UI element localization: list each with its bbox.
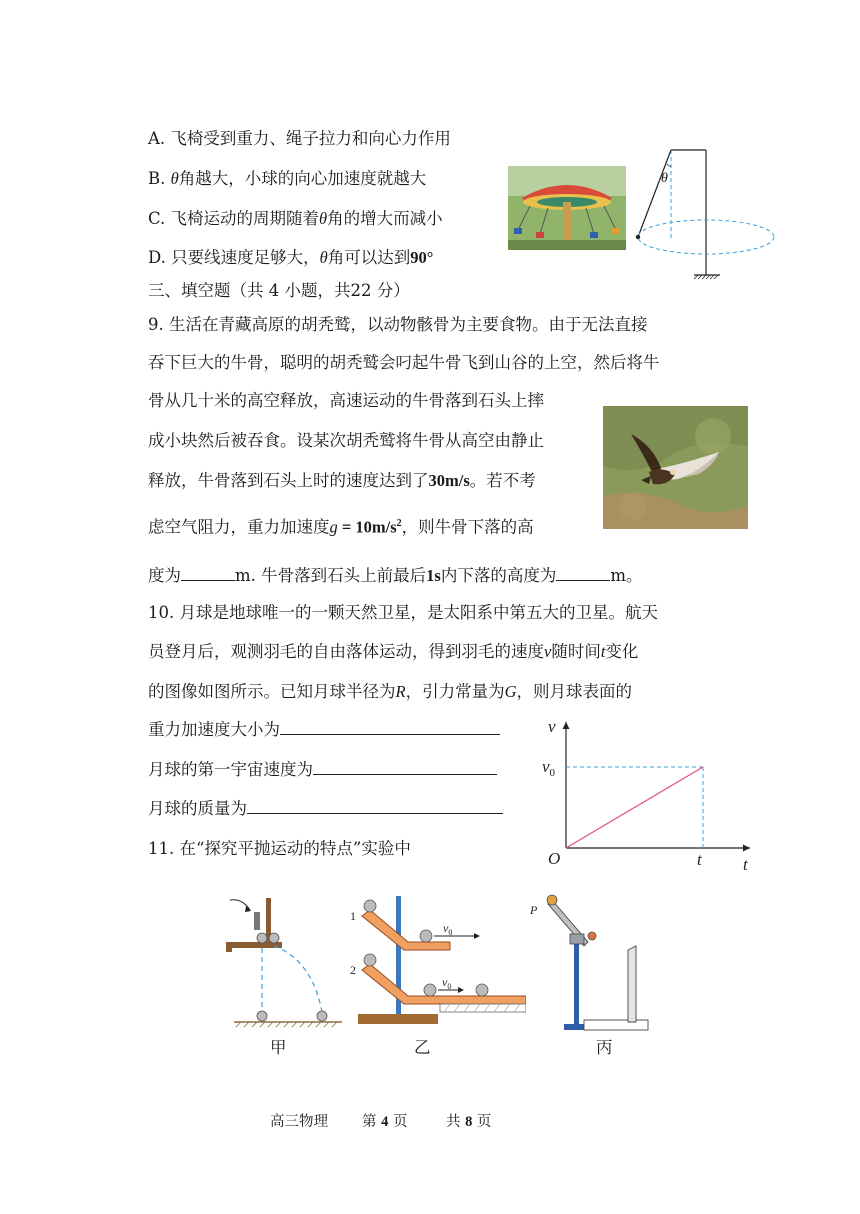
v0-label-1: $v_0$: [443, 921, 453, 937]
vulture-photo: [603, 406, 748, 529]
projectile-path: [274, 946, 322, 1012]
footer-page: 第 4 页: [362, 1114, 408, 1130]
swing-ride-illustration: [508, 166, 626, 250]
v0-label-2: $v_0$: [442, 975, 452, 991]
swing-ride-photo: [508, 166, 626, 250]
answer-blank-height[interactable]: [181, 566, 235, 581]
option-d: D. 只要线速度足够大，θ角可以达到90°: [148, 248, 434, 267]
option-a: A. 飞椅受到重力、绳子拉力和向心力作用: [148, 129, 451, 148]
section-heading: 三、填空题（共 4 小题，共22 分）: [148, 281, 410, 300]
apparatus-jia: [222, 890, 347, 1035]
velocity-line: [566, 767, 703, 848]
q9-line-3: 骨从几十米的高空释放，高速运动的牛骨落到石头上摔: [148, 391, 544, 410]
clamp: [570, 934, 584, 944]
board-base: [584, 1020, 648, 1030]
angle-arc: [667, 164, 671, 166]
apparatus-yi: [350, 890, 526, 1030]
ground-hatching: [694, 275, 718, 279]
conical-pendulum-diagram: [634, 140, 784, 285]
q9-line-2: 吞下巨大的牛骨，聪明的胡秃鹫会叼起牛骨飞到山谷的上空，然后将牛: [148, 353, 660, 372]
theta-label: θ: [661, 171, 668, 186]
option-b: B. θ角越大，小球的向心加速度就越大: [148, 169, 427, 188]
track-2-number: 2: [350, 963, 356, 977]
q9-line-6: 虑空气阻力，重力加速度$g = 10m/s^2$，则牛骨下落的高: [148, 517, 534, 537]
track-2-ball: [364, 954, 376, 966]
track-1-number: 1: [350, 909, 356, 923]
v-axis-label: v: [548, 717, 556, 736]
v0-label: $v_0$: [542, 757, 556, 779]
q10-line-2: 员登月后，观测羽毛的自由落体运动，得到羽毛的速度v随时间t变化: [148, 642, 639, 661]
ball-b: [269, 933, 279, 943]
hammer: [254, 912, 260, 930]
ball-a: [257, 933, 267, 943]
q9-line-5: 释放，牛骨落到石头上时的速度达到了30m/s。若不考: [148, 471, 536, 490]
t-axis-label: t: [743, 855, 748, 874]
p-label: P: [530, 903, 538, 917]
apparatus-bing: [528, 890, 656, 1035]
q9-line-1: 9. 生活在青藏高原的胡秃鹫，以动物骸骨为主要食物。由于无法直接: [148, 315, 648, 334]
q10-blank-3: 月球的质量为: [148, 798, 503, 820]
ball: [636, 235, 640, 239]
string: [638, 150, 671, 237]
vulture-illustration: [603, 406, 748, 529]
q10-line-3: 的图像如图所示。已知月球半径为R，引力常量为G，则月球表面的: [148, 682, 633, 701]
footer-subject: 高三物理: [270, 1114, 328, 1130]
q10-blank-2: 月球的第一宇宙速度为: [148, 759, 497, 781]
answer-blank-first-cosmic-velocity[interactable]: [313, 760, 497, 775]
q9-line-7: 度为 m. 牛骨落到石头上前最后1s内下落的高度为 m。: [148, 566, 643, 585]
footer-total: 共 8 页: [446, 1114, 492, 1130]
q10-line-1: 10. 月球是地球唯一的一颗天然卫星，是太阳系中第五大的卫星。航天: [148, 603, 658, 622]
answer-blank-gravity[interactable]: [280, 720, 500, 735]
track-1: [362, 910, 453, 950]
option-c: C. 飞椅运动的周期随着θ角的增大而减小: [148, 209, 443, 228]
track-1-ball: [364, 900, 376, 912]
caption-yi: 乙: [414, 1038, 431, 1057]
origin-label: O: [548, 849, 561, 868]
caption-bing: 丙: [596, 1038, 613, 1057]
answer-blank-moon-mass[interactable]: [247, 799, 503, 814]
stand-base: [358, 1014, 438, 1024]
q9-line-4: 成小块然后被吞食。设某次胡秃鹫将牛骨从高空由静止: [148, 431, 544, 450]
answer-blank-last-second[interactable]: [556, 566, 610, 581]
stand-rod: [574, 936, 579, 1028]
t-tick-label: t: [697, 850, 702, 869]
vertical-board: [628, 946, 636, 1022]
q11-line-1: 11. 在“探究平抛运动的特点”实验中: [148, 839, 411, 858]
q10-blank-1: 重力加速度大小为: [148, 719, 500, 741]
ball-p: [547, 895, 557, 905]
velocity-time-graph: [538, 712, 758, 874]
horizontal-board: [440, 1004, 526, 1012]
caption-jia: 甲: [270, 1038, 287, 1057]
